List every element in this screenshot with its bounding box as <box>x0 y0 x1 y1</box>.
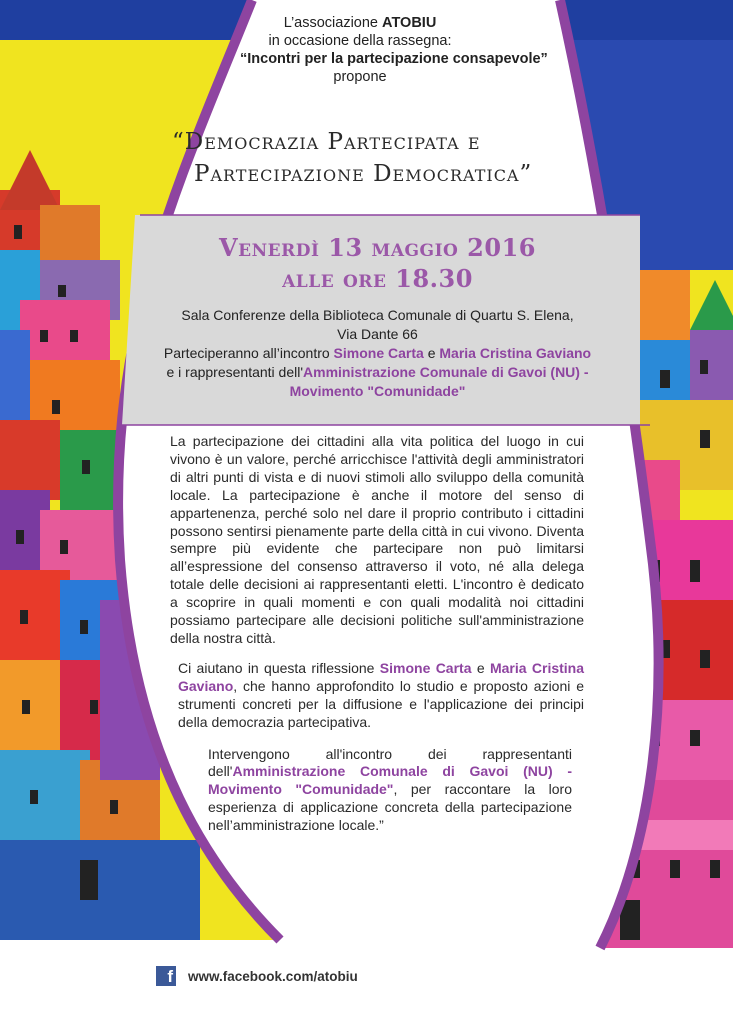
p2-conj: e <box>476 659 485 676</box>
p2-rest: , che hanno approfondito lo studio e proposto azioni e strumenti concreti per la diffusione e l'applicazione dei principi della democrazia partecipativa. <box>178 677 584 730</box>
body-text <box>170 433 584 835</box>
venue-line-2: Via Dante 66 <box>337 326 418 342</box>
speaker-2: Maria Cristina Gaviano <box>439 345 592 361</box>
title-line-2: Partecipazione Democratica” <box>194 161 533 187</box>
p2-speaker-1: Simone Carta <box>379 659 472 676</box>
reps-line <box>150 363 605 382</box>
intro-line-1 <box>240 14 480 32</box>
p3-org: Amministrazione Comunale di Gavoi (NU) - Movimento "Comunidade" <box>208 763 572 798</box>
title-line-1: “Democrazia Partecipata e <box>172 129 481 155</box>
event-title <box>150 126 610 190</box>
event-details <box>150 232 605 401</box>
participants-conj: e <box>427 345 436 361</box>
paragraph-1: La partecipazione dei cittadini alla vita politica del luogo in cui vivono è un valore, perché arricchisce l'attività degli amministratori di altri punti di vista e di nuovi stimoli allo sviluppo della comunità locale. La partecipazione è anche il motore del senso di appartenenza, perché solo nel dare il proprio contributo i cittadini possono sentirsi pienamente parte della città in cui vivono. Diventa sempre più evidente che partecipare non può limitarsi all’espressione del consenso attraverso il voto, né alla delega totale delle decisioni ai rappresentanti eletti. L'incontro è dedicato a scoprire in quali momenti e con quali modalità noi cittadini possiamo partecipare alle decisioni politiche sull'amministrazione della nostra città. <box>170 433 584 646</box>
intro-line-4: propone <box>333 69 387 85</box>
p3-rest: , per raccontare la loro esperienza di applicazione concreta della partecipazione nell’amministrazione locale.” <box>208 781 572 834</box>
venue-line-1: Sala Conferenze della Biblioteca Comunale di Quartu S. Elena, <box>181 307 574 323</box>
facebook-url[interactable]: www.facebook.com/atobiu <box>188 968 358 984</box>
intro-line-2: in occasione della rassegna: <box>268 33 452 49</box>
reps-prefix: e i rappresentanti dell' <box>166 364 304 380</box>
paragraph-2 <box>170 660 584 732</box>
p3-prefix: Intervengono all'incontro dei rappresentanti dell' <box>208 745 572 780</box>
association-name: ATOBIU <box>382 15 437 31</box>
p2-prefix: Ci aiutano in questa riflessione <box>178 659 375 676</box>
intro-block <box>240 14 548 86</box>
speaker-1: Simone Carta <box>333 345 424 361</box>
facebook-link[interactable] <box>156 965 358 987</box>
intro-prefix: L’associazione <box>283 15 379 31</box>
participants-line <box>150 344 605 363</box>
event-date: Venerdì 13 maggio 2016 <box>219 233 536 262</box>
intro-series-name: “Incontri per la partecipazione consapevole” <box>240 51 548 67</box>
reps-org-b: Movimento "Comunidade" <box>289 383 466 399</box>
facebook-icon[interactable]: f <box>156 966 176 986</box>
p2-speaker-2: Maria Cristina Gaviano <box>178 659 585 694</box>
reps-org-a: Amministrazione Comunale di Gavoi (NU) - <box>303 364 589 380</box>
participants-prefix: Parteciperanno all’incontro <box>163 345 330 361</box>
venue-block <box>150 306 605 401</box>
paragraph-3 <box>170 746 584 836</box>
event-time: alle ore 18.30 <box>282 264 473 293</box>
